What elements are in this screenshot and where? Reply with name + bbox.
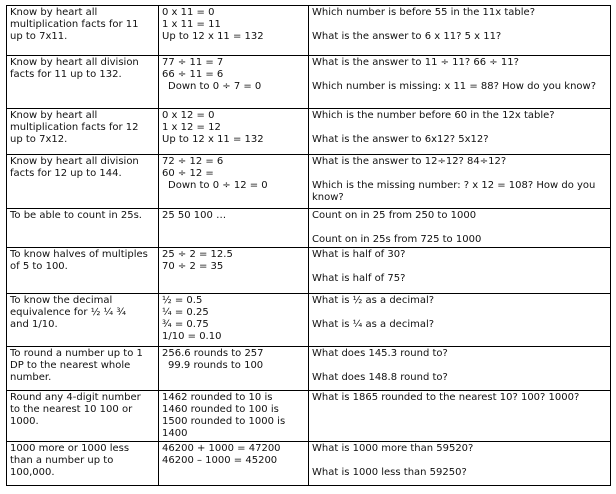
example-text: 99.9 rounds to 100 — [168, 360, 264, 371]
example-text: Up to 12 x 11 = 132 — [162, 31, 264, 42]
table-row — [7, 248, 611, 294]
example-cell — [159, 347, 309, 391]
example-text: 46200 – 1000 = 45200 — [162, 455, 278, 466]
example-text: 25 50 100 … — [162, 210, 227, 221]
question-text: Count on in 25s from 725 to 1000 — [312, 234, 482, 245]
objective-text: of 5 to 100. — [10, 261, 68, 272]
objective-text: DP to the nearest whole — [10, 360, 131, 371]
question-text: What is the answer to 12÷12? 84÷12? — [312, 156, 507, 167]
example-text: 46200 + 1000 = 47200 — [162, 443, 281, 454]
question-cell — [309, 294, 611, 347]
objective-cell — [7, 6, 159, 56]
objective-text: multiplication facts for 12 — [10, 122, 139, 133]
question-cell — [309, 442, 611, 486]
example-text: 72 ÷ 12 = 6 — [162, 156, 224, 167]
objective-text: To know halves of multiples — [10, 249, 148, 260]
objective-cell — [7, 391, 159, 442]
example-cell — [159, 155, 309, 209]
table-row — [7, 442, 611, 486]
objective-text: and 1/10. — [10, 319, 58, 330]
question-text: Which number is missing: x 11 = 88? How do you know? — [312, 81, 597, 92]
objective-cell — [7, 109, 159, 155]
question-text: Which is the number before 60 in the 12x table? — [312, 110, 555, 121]
question-text: Which number is before 55 in the 11x table? — [312, 7, 535, 18]
facts-table-container — [6, 5, 611, 486]
table-row — [7, 6, 611, 56]
question-text: What does 145.3 round to? — [312, 348, 448, 359]
objective-cell — [7, 347, 159, 391]
example-text: 1/10 = 0.10 — [162, 331, 222, 342]
question-text: What is half of 75? — [312, 273, 406, 284]
question-cell — [309, 155, 611, 209]
example-cell — [159, 391, 309, 442]
question-cell — [309, 248, 611, 294]
question-text: What is ¼ as a decimal? — [312, 319, 435, 330]
example-text: Down to 0 ÷ 7 = 0 — [168, 81, 262, 92]
objective-cell — [7, 56, 159, 109]
question-text: What is ½ as a decimal? — [312, 295, 435, 306]
question-text: What is the answer to 6 x 11? 5 x 11? — [312, 31, 502, 42]
example-text: ¾ = 0.75 — [162, 319, 209, 330]
table-row — [7, 347, 611, 391]
objective-cell — [7, 442, 159, 486]
question-cell — [309, 347, 611, 391]
example-text: 60 ÷ 12 = — [162, 168, 214, 179]
facts-table — [6, 5, 611, 486]
table-row — [7, 294, 611, 347]
example-cell — [159, 442, 309, 486]
objective-text: To be able to count in 25s. — [10, 210, 142, 221]
objective-cell — [7, 248, 159, 294]
objective-text: up to 7x12. — [10, 134, 68, 145]
example-cell — [159, 109, 309, 155]
objective-text: up to 7x11. — [10, 31, 68, 42]
objective-cell — [7, 209, 159, 248]
table-row — [7, 209, 611, 248]
objective-cell — [7, 294, 159, 347]
example-text: 1460 rounded to 100 is — [162, 404, 279, 415]
objective-text: number. — [10, 372, 52, 383]
question-text: Count on in 25 from 250 to 1000 — [312, 210, 477, 221]
example-text: 1 x 11 = 11 — [162, 19, 221, 30]
example-cell — [159, 56, 309, 109]
objective-text: facts for 11 up to 132. — [10, 69, 122, 80]
example-text: Down to 0 ÷ 12 = 0 — [168, 180, 268, 191]
question-cell — [309, 109, 611, 155]
objective-text: Round any 4-digit number — [10, 392, 141, 403]
objective-text: Know by heart all — [10, 7, 98, 18]
example-text: 0 x 12 = 0 — [162, 110, 215, 121]
objective-text: Know by heart all division — [10, 156, 139, 167]
example-text: Up to 12 x 11 = 132 — [162, 134, 264, 145]
objective-text: Know by heart all division — [10, 57, 139, 68]
table-row — [7, 56, 611, 109]
objective-text: multiplication facts for 11 — [10, 19, 139, 30]
table-row — [7, 109, 611, 155]
example-text: ½ = 0.5 — [162, 295, 203, 306]
example-text: ¼ = 0.25 — [162, 307, 209, 318]
example-cell — [159, 248, 309, 294]
question-text: What is the answer to 11 ÷ 11? 66 ÷ 11? — [312, 57, 519, 68]
example-text: 1400 — [162, 428, 188, 439]
example-text: 66 ÷ 11 = 6 — [162, 69, 224, 80]
example-text: 77 ÷ 11 = 7 — [162, 57, 224, 68]
objective-cell — [7, 155, 159, 209]
example-text: 1 x 12 = 12 — [162, 122, 221, 133]
objective-text: 100,000. — [10, 467, 55, 478]
objective-text: to the nearest 10 100 or — [10, 404, 133, 415]
objective-text: than a number up to — [10, 455, 114, 466]
question-cell — [309, 56, 611, 109]
objective-text: Know by heart all — [10, 110, 98, 121]
objective-text: 1000. — [10, 416, 39, 427]
example-text: 25 ÷ 2 = 12.5 — [162, 249, 233, 260]
question-text: Which is the missing number: ? x 12 = 108? How do you know? — [312, 180, 596, 203]
question-text: What is the answer to 6x12? 5x12? — [312, 134, 489, 145]
objective-text: To know the decimal — [10, 295, 113, 306]
example-cell — [159, 6, 309, 56]
objective-text: 1000 more or 1000 less — [10, 443, 130, 454]
question-text: What is 1000 more than 59520? — [312, 443, 474, 454]
objective-text: To round a number up to 1 — [10, 348, 143, 359]
question-cell — [309, 209, 611, 248]
example-text: 1500 rounded to 1000 is — [162, 416, 286, 427]
example-cell — [159, 209, 309, 248]
example-text: 0 x 11 = 0 — [162, 7, 215, 18]
question-cell — [309, 391, 611, 442]
example-cell — [159, 294, 309, 347]
example-text: 1462 rounded to 10 is — [162, 392, 273, 403]
objective-text: equivalence for ½ ¼ ¾ — [10, 307, 127, 318]
table-row — [7, 391, 611, 442]
example-text: 256.6 rounds to 257 — [162, 348, 264, 359]
objective-text: facts for 12 up to 144. — [10, 168, 122, 179]
question-text: What is 1000 less than 59250? — [312, 467, 467, 478]
question-text: What does 148.8 round to? — [312, 372, 448, 383]
question-cell — [309, 6, 611, 56]
table-row — [7, 155, 611, 209]
example-text: 70 ÷ 2 = 35 — [162, 261, 224, 272]
question-text: What is 1865 rounded to the nearest 10? 100? 1000? — [312, 392, 580, 403]
question-text: What is half of 30? — [312, 249, 406, 260]
